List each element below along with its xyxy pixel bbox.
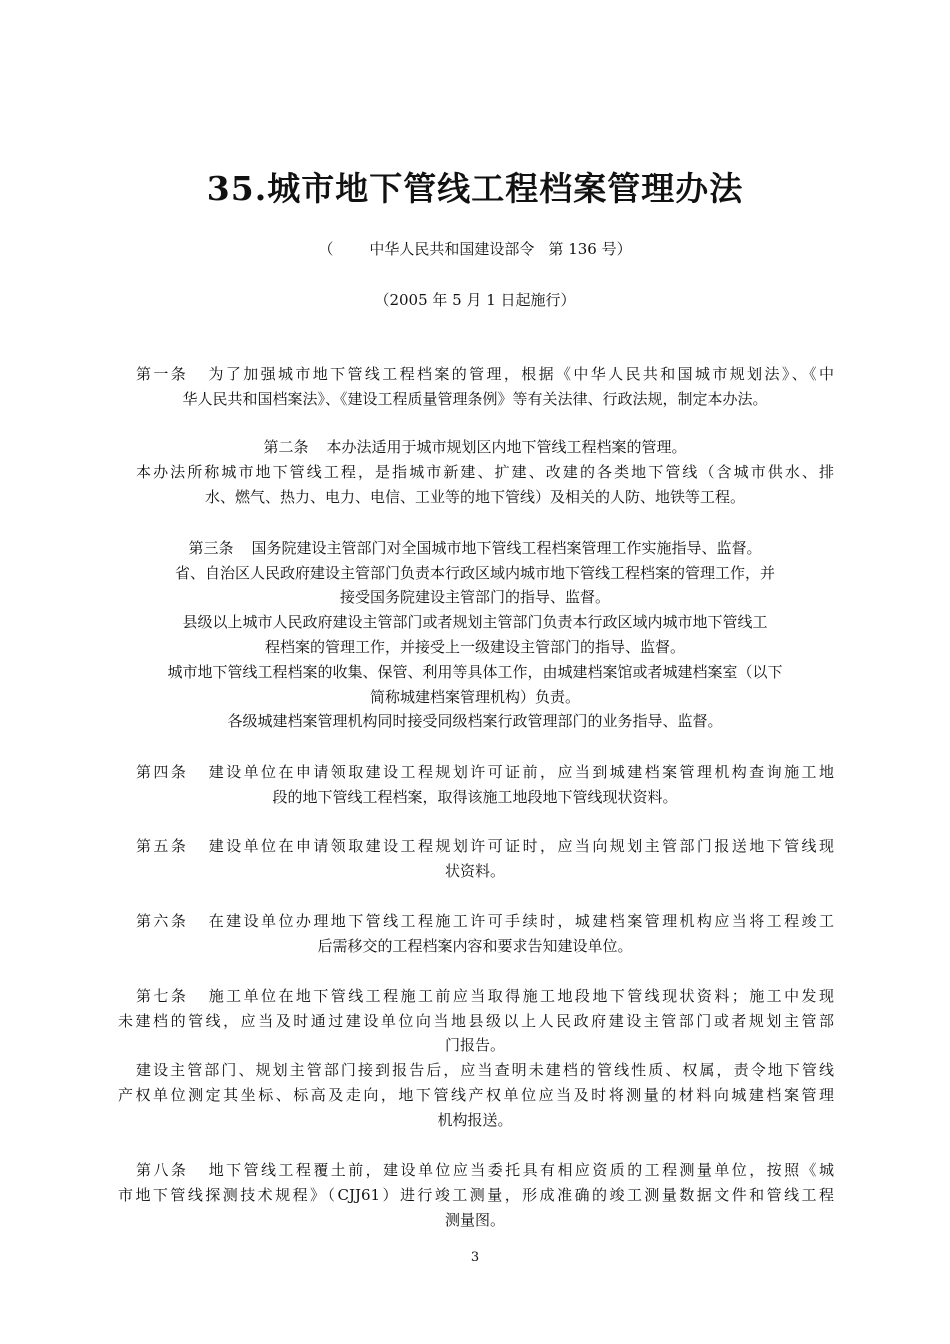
article-8-line-1: 第八条 地下管线工程覆土前，建设单位应当委托具有相应资质的工程测量单位，按照《城 xyxy=(118,1158,834,1182)
article-6-label: 第六条 xyxy=(136,912,189,930)
article-3-line-1: 第三条 国务院建设主管部门对全国城市地下管线工程档案管理工作实施指导、监督。 xyxy=(188,539,762,557)
article-5-line-1: 第五条 建设单位在申请领取建设工程规划许可证时，应当向规划主管部门报送地下管线现 xyxy=(118,834,834,858)
subtitle-number: 第 136 号） xyxy=(548,240,632,258)
article-7-para-2-line-2: 产权单位测定其坐标、标高及走向，地下管线产权单位应当及时将测量的材料向城建档案管理 xyxy=(118,1086,834,1104)
article-4-line-1: 第四条 建设单位在申请领取建设工程规划许可证前，应当到城建档案管理机构查询施工地 xyxy=(118,760,834,784)
article-1-line-1: 第一条 为了加强城市地下管线工程档案的管理，根据《中华人民共和国城市规划法》、《中 xyxy=(118,362,834,386)
article-7-para-2-line-1: 建设主管部门、规划主管部门接到报告后，应当查明未建档的管线性质、权属，责令地下管线 xyxy=(136,1061,834,1079)
subtitle-decree: 中华人民共和国建设部令 xyxy=(369,240,535,258)
article-7-line-1: 第七条 施工单位在地下管线工程施工前应当取得施工地段地下管线现状资料；施工中发现 xyxy=(118,984,834,1008)
article-2-label: 第二条 xyxy=(263,438,309,456)
article-7-label: 第七条 xyxy=(136,987,189,1005)
article-3-para-3-line-2: 程档案的管理工作，并接受上一级建设主管部门的指导、监督。 xyxy=(264,638,685,656)
article-3-para-2-line-1: 省、自治区人民政府建设主管部门负责本行政区域内城市地下管线工程档案的管理工作，并 xyxy=(174,564,775,582)
article-3-para-5-line-1: 各级城建档案管理机构同时接受同级档案行政管理部门的业务指导、监督。 xyxy=(227,712,723,730)
article-6-line-2: 后需移交的工程档案内容和要求告知建设单位。 xyxy=(317,937,633,955)
article-8-label: 第八条 xyxy=(136,1161,189,1179)
article-8-line-2: 市地下管线探测技术规程》（CJJ61）进行竣工测量，形成准确的竣工测量数据文件和管线工程 xyxy=(118,1186,834,1204)
document-title: 35.城市地下管线工程档案管理办法 xyxy=(206,169,744,208)
article-4-label: 第四条 xyxy=(136,763,189,781)
article-3-para-4-line-2: 简称城建档案管理机构）负责。 xyxy=(369,688,580,706)
article-2-para-2-line-1: 本办法所称城市地下管线工程，是指城市新建、扩建、改建的各类地下管线（含城市供水、排 xyxy=(136,463,834,481)
article-8-line-3: 测量图。 xyxy=(444,1211,505,1229)
decree-subtitle xyxy=(0,238,950,259)
article-2-para-2-line-2: 水、燃气、热力、电力、电信、工业等的地下管线）及相关的人防、地铁等工程。 xyxy=(204,488,745,506)
page-number: 3 xyxy=(470,1250,480,1265)
article-1-label: 第一条 xyxy=(136,365,189,383)
article-7-para-2-line-3: 机构报送。 xyxy=(437,1111,513,1129)
article-1-line-2: 华人民共和国档案法》、《建设工程质量管理条例》等有关法律、行政法规，制定本办法。 xyxy=(182,390,768,408)
article-7-line-2: 未建档的管线，应当及时通过建设单位向当地县级以上人民政府建设主管部门或者规划主管部 xyxy=(118,1012,834,1030)
article-4-line-2: 段的地下管线工程档案，取得该施工地段地下管线现状资料。 xyxy=(272,788,678,806)
article-5-label: 第五条 xyxy=(136,837,189,855)
effective-date: （2005 年 5 月 1 日起施行） xyxy=(374,291,576,309)
article-3-para-4-line-1: 城市地下管线工程档案的收集、保管、利用等具体工作，由城建档案馆或者城建档案室（以下 xyxy=(167,663,783,681)
article-2-line-1: 第二条 本办法适用于城市规划区内地下管线工程档案的管理。 xyxy=(263,438,687,456)
subtitle-open-paren: （ xyxy=(318,240,334,258)
article-5-line-2: 状资料。 xyxy=(444,862,505,880)
article-7-line-3: 门报告。 xyxy=(444,1036,505,1054)
article-3-label: 第三条 xyxy=(188,539,234,557)
article-3-para-3-line-1: 县级以上城市人民政府建设主管部门或者规划主管部门负责本行政区域内城市地下管线工 xyxy=(182,613,768,631)
article-3-para-2-line-2: 接受国务院建设主管部门的指导、监督。 xyxy=(339,588,610,606)
article-6-line-1: 第六条 在建设单位办理地下管线工程施工许可手续时，城建档案管理机构应当将工程竣工 xyxy=(118,909,834,933)
